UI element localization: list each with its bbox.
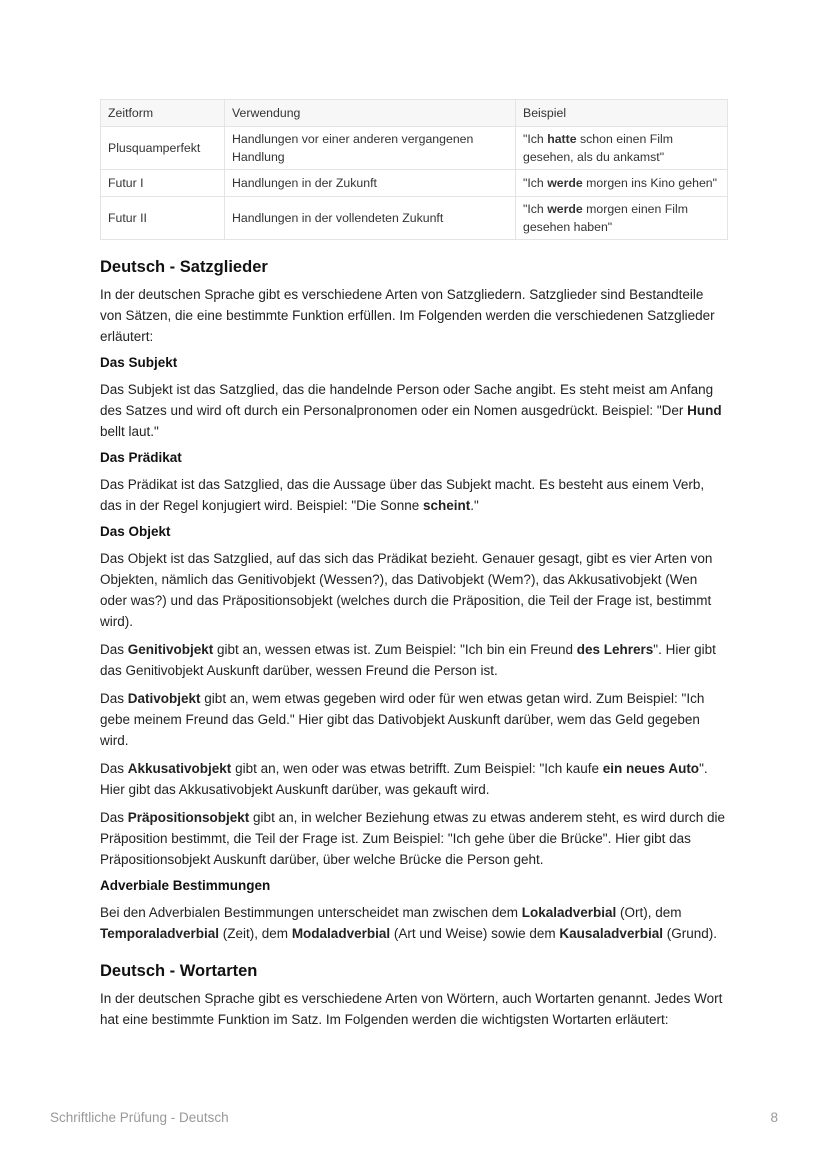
text-run: Das xyxy=(100,642,128,657)
table-row xyxy=(101,170,728,197)
bold-text: des Lehrers xyxy=(576,642,654,657)
table-cell: Handlungen vor einer anderen vergangenen Handlung xyxy=(225,127,516,170)
bold-text: Präpositionsobjekt xyxy=(127,810,250,825)
text-run: gibt an, wem etwas gegeben wird oder für wen etwas getan wird. Zum Beispiel: "Ich gebe meinem Freund das Geld." Hier gibt das Dativobjekt Auskunft darüber, wem das Geld gegeben wird. xyxy=(100,691,705,748)
page-number: 8 xyxy=(770,1110,778,1125)
bold-text: werde xyxy=(547,176,583,190)
bold-text: hatte xyxy=(547,132,577,146)
wortarten-intro: In der deutschen Sprache gibt es verschiedene Arten von Wörtern, auch Wortarten genannt. Jedes Wort hat eine bestimmte Funktion im Satz. Im Folgenden werden die wichtigsten Wortarten erläutert: xyxy=(100,991,723,1027)
text-run: "Ich xyxy=(523,132,548,146)
paragraph-adverbiale xyxy=(100,902,728,944)
text-run: Das xyxy=(100,691,128,706)
table-cell: Handlungen in der vollendeten Zukunft xyxy=(225,197,516,240)
bold-text: ein neues Auto xyxy=(602,761,700,776)
table-header: Verwendung xyxy=(225,100,516,127)
bold-text: Modaladverbial xyxy=(291,926,391,941)
section-title-satzglieder: Deutsch - Satzglieder xyxy=(100,258,268,276)
bold-text: Lokaladverbial xyxy=(521,905,617,920)
text-run: gibt an, wen oder was etwas betrifft. Zum Beispiel: "Ich kaufe xyxy=(231,761,603,776)
table-cell: Handlungen in der Zukunft xyxy=(225,170,516,197)
text-run: (Ort), dem xyxy=(616,905,682,920)
text-run: (Grund). xyxy=(662,926,717,941)
table-cell: Plusquamperfekt xyxy=(101,127,225,170)
text-run: schon einen Film gesehen, als du ankamst" xyxy=(523,132,673,164)
bold-text: Akkusativobjekt xyxy=(127,761,232,776)
tense-table xyxy=(100,99,728,240)
text-run: Das Prädikat ist das Satzglied, das die Aussage über das Subjekt macht. Es besteht aus einem Verb, das in der Regel konjugiert wird. Beispiel: "Die Sonne xyxy=(100,477,705,513)
table-cell xyxy=(516,170,728,197)
table-cell: Futur I xyxy=(101,170,225,197)
text-run: bellt laut." xyxy=(100,424,159,439)
table-cell: Futur II xyxy=(101,197,225,240)
table-header: Zeitform xyxy=(101,100,225,127)
bold-text: Genitivobjekt xyxy=(127,642,214,657)
satzglieder-intro: In der deutschen Sprache gibt es verschiedene Arten von Satzgliedern. Satzglieder sind Bestandteile von Sätzen, die eine bestimmte Funktion erfüllen. Im Folgenden werden die verschiedenen Satzglieder erläutert: xyxy=(100,287,715,344)
bold-text: Hund xyxy=(687,403,722,418)
paragraph-praepositionsobjekt xyxy=(100,807,728,870)
text-run: Das xyxy=(100,761,128,776)
paragraph-subjekt xyxy=(100,379,728,442)
section-title-wortarten: Deutsch - Wortarten xyxy=(100,962,258,980)
text-run: "Ich xyxy=(523,176,548,190)
bold-text: Dativobjekt xyxy=(127,691,201,706)
footer-title: Schriftliche Prüfung - Deutsch xyxy=(50,1110,229,1125)
heading-adverbiale: Adverbiale Bestimmungen xyxy=(100,878,271,893)
text-run: Das Subjekt ist das Satzglied, das die handelnde Person oder Sache angibt. Es steht meist am Anfang des Satzes und wird oft durch ein Personalpronomen oder ein Nomen ausgedrückt. Beispiel: "Der xyxy=(100,382,714,418)
paragraph-genitivobjekt xyxy=(100,639,728,681)
table-header: Beispiel xyxy=(516,100,728,127)
heading-subjekt: Das Subjekt xyxy=(100,355,178,370)
paragraph-dativobjekt xyxy=(100,688,728,751)
text-run: gibt an, in welcher Beziehung etwas zu etwas anderem steht, es wird durch die Präposition bestimmt, die Teil der Frage ist. Zum Beispiel: "Ich gehe über die Brücke". Hier gibt das Präpositionsobjekt Auskunft darüber, über welche Brücke die Person geht. xyxy=(100,810,726,867)
text-run: "Ich xyxy=(523,202,548,216)
paragraph-objekt: Das Objekt ist das Satzglied, auf das sich das Prädikat bezieht. Genauer gesagt, gibt es vier Arten von Objekten, nämlich das Genitivobjekt (Wessen?), das Dativobjekt (Wem?), das Akkusativobjekt (Wen oder was?) und das Präpositionsobjekt (welches durch die Präposition, die Teil der Frage ist, bestimmt wird). xyxy=(100,551,713,629)
text-run: (Art und Weise) sowie dem xyxy=(390,926,560,941)
text-run: (Zeit), dem xyxy=(219,926,292,941)
text-run: gibt an, wessen etwas ist. Zum Beispiel: "Ich bin ein Freund xyxy=(213,642,577,657)
bold-text: Temporaladverbial xyxy=(100,926,220,941)
text-run: ." xyxy=(470,498,479,513)
text-run: Das xyxy=(100,810,128,825)
paragraph-praedikat xyxy=(100,474,728,516)
heading-praedikat: Das Prädikat xyxy=(100,450,182,465)
table-header-row xyxy=(101,100,728,127)
bold-text: scheint xyxy=(422,498,471,513)
text-run: morgen einen Film gesehen haben" xyxy=(523,202,688,234)
text-run: ". Hier gibt das Genitivobjekt Auskunft darüber, wessen Freund die Person ist. xyxy=(100,642,716,678)
heading-objekt: Das Objekt xyxy=(100,524,171,539)
text-run: ". Hier gibt das Akkusativobjekt Auskunft darüber, was gekauft wird. xyxy=(100,761,708,797)
table-cell xyxy=(516,197,728,240)
table-row xyxy=(101,127,728,170)
text-run: Bei den Adverbialen Bestimmungen unterscheidet man zwischen dem xyxy=(100,905,522,920)
table-cell xyxy=(516,127,728,170)
text-run: morgen ins Kino gehen" xyxy=(582,176,717,190)
paragraph-akkusativobjekt xyxy=(100,758,728,800)
document-content xyxy=(100,99,728,1037)
bold-text: werde xyxy=(547,202,583,216)
bold-text: Kausaladverbial xyxy=(559,926,663,941)
table-row xyxy=(101,197,728,240)
